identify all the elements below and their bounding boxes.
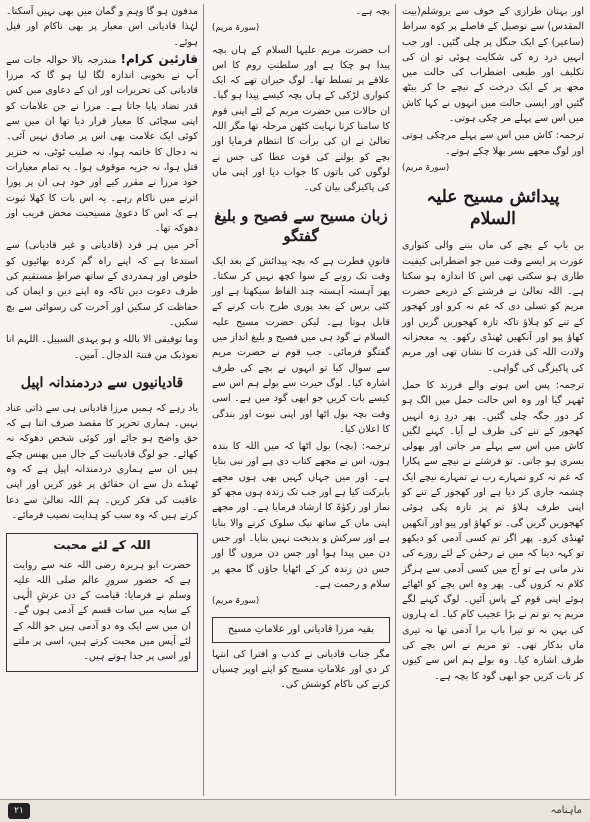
paragraph: وما توفیقی الا باللہ و ہو یہدی السبیل۔ اللہم انا نعوذبک من فتنۃ الدجال۔ آمین۔ (6, 334, 198, 361)
paragraph: مدفون ہو گا وہم و گمان میں بھی نہیں آسکتا۔ لہٰذا قادیانی اس معیار پر بھی ناکام اور فیل ہوئے۔ (6, 6, 198, 48)
paragraph-with-title (6, 52, 198, 237)
paragraph: اور بہتان طرازی کے خوف سے یروشلم(بیت المقدس) سے نوصیل کے فاصلے پر کوہ سراط (ساعیر) کے ایک جنگل پر چلی گئیں۔ اور جب انہیں درد زہ کی شکایت ہوئی تو ان کی تکلیف اور طبعی اضطراب کی حالت میں مجھ پر کے ایک درخت کے نیچے جا کر بیٹھ گئیں اور ایسی حالت میں انہوں نے کہا کاش میں اس سے پہلے مر چکی ہوتی۔ (402, 6, 584, 125)
source-citation: (سورۃ مریم) (402, 162, 450, 173)
paragraph: ترجمہ: کاش میں اس سے پہلے مرچکی ہوتی اور لوگ مجھے بسر بھلا چکے ہوتے۔ (402, 130, 584, 157)
page-footer (0, 799, 590, 822)
page-number: ۲۱ (8, 803, 30, 819)
paragraph: مگر جناب قادیانی نے کذب و افترا کی انتہا کر دی اور علاماتِ مسیح کو اپنے اوپر چسپاں کرنے کی ناکام کوشش کی۔ (212, 648, 390, 691)
paragraph-text: مندرجہ بالا حوالہ جات سے آپ نے بخوبی اندازہ لگا لیا ہو گا کہ مرزا قادیانی کی تحریرات اور ان کے دعاوی میں کس قدر تضاد پایا جاتا ہے۔ مرزا نے جن علامات کو اپنی سچائی کا معیار قرار دیا تھا ان میں سے کوئی ایک علامت بھی اس پر صادق نہیں آئی۔ نہ دجال کا خاتمہ ہوا، نہ صلیب ٹوٹی، نہ خنزیر قتل ہوا، نہ جزیہ موقوف ہوا۔ یہ تمام معیارات خود مرزا نے مقرر کیے اور خود ہی ان پر پورا اترنے میں ناکام رہے۔ یہ اس بات کا کھلا ثبوت ہے کہ اس کا دعویٰ مسیحیت محض فریب اور دھوکہ تھا۔ (6, 54, 198, 235)
section-heading: قادیانیوں سے دردمندانہ اپیل (20, 374, 184, 391)
column-middle (212, 4, 390, 695)
paragraph: ترجمہ: (بچہ) بول اٹھا کہ میں اللہ کا بندہ ہوں، اس نے مجھے کتاب دی ہے اور نبی بنایا ہے۔ اور میں جہاں کہیں بھی ہوں مجھے بابرکت کیا ہے اور جب تک زندہ ہوں مجھ کو نماز اور زکوٰۃ کا ارشاد فرمایا ہے۔ اور مجھے اپنی ماں کے ساتھ نیک سلوک کرنے والا بنایا ہے اور سرکش و بدبخت نہیں بنایا۔ اور جس دن میں پیدا ہوا اور جس دن مروں گا اور جس دن زندہ کر کے اٹھایا جاؤں گا مجھ پر سلام و رحمت ہے۔ (212, 441, 390, 590)
section-heading: زبان مسیح سے فصیح و بلیغ گفتگو (214, 206, 388, 245)
section-heading: پیدائش مسیح علیہ السلام (426, 187, 560, 230)
source-citation: (سورۃ مریم) (212, 23, 260, 34)
paragraph: اب حضرت مریم علیہا السلام کے ہاں بچہ پیدا ہو چکا ہے اور سلطنتِ روم کا اس علاقے پر تسلط تھا۔ لوگ حیران تھے کہ ایک کنواری لڑکی کے ہاں بچہ کیسے پیدا ہو گیا۔ ان حالات میں حضرت مریم کے لئے اپنی قوم کا سامنا کرنا نہایت کٹھن مرحلہ تھا مگر اللہ تعالیٰ نے ان کی برأت کا انتظام فرمایا اور بچے کو بولنے کی قوت عطا کی جس نے لوگوں کی باتوں کا جواب دیا اور اپنی ماں کی پاکیزگی بیان کی۔ (212, 44, 390, 194)
footer-text: ماہنامہ (550, 805, 582, 816)
column-divider (203, 4, 204, 796)
continuation-banner: بقیہ مرزا قادیانی اور علاماتِ مسیح (212, 617, 390, 642)
paragraph: بن باپ کے بچے کی ماں بننے والی کنواری عورت پر ایسے وقت میں جو اضطرابی کیفیت طاری ہو سکتی تھی اس کا اندازہ ہو سکتا ہے۔ اللہ تعالیٰ نے فرشتے کے ذریعے حضرت مریم کو تسلی دی کہ غم نہ کرو اور کھجور کے تنے کو ہلاؤ تاکہ تازہ کھجوریں گریں اور کھاؤ پیو اور آنکھیں ٹھنڈی رکھو۔ یہ معجزانہ ولادت اللہ کی قدرت کا نشان تھی اور مریم کی پاکیزگی کی گواہی۔ (402, 240, 584, 374)
paragraph: ترجمہ: پس اس ہونے والے فرزند کا حمل ٹھہر گیا اور وہ اس حالت حمل میں الگ ہو کر دور جگہ چلی گئیں۔ پھر دردِ زہ انہیں کھجور کے تنے کی طرف لے آیا۔ کہنے لگیں کاش میں اس سے پہلے مر جاتی اور بھولی بسری ہو جاتی۔ تو فرشتے نے نیچے سے پکارا کہ غم نہ کرو تمہارے رب نے تمہارے نیچے ایک چشمہ جاری کر دیا ہے اور کھجور کے تنے کو اپنی طرف ہلاؤ تم پر تازہ پکی ہوئی کھجوریں گریں گی۔ تو کھاؤ اور پیو اور آنکھیں ٹھنڈی کرو۔ پھر اگر تم کسی آدمی کو دیکھو تو کہہ دینا کہ میں نے رحمٰن کے لئے روزے کی نذر مانی ہے تو آج میں کسی آدمی سے ہرگز کلام نہ کروں گی۔ پھر وہ اس بچے کو اٹھائے ہوئے اپنی قوم کے پاس آئیں۔ لوگ کہنے لگے مریم یہ تو تم نے بڑا عجیب کام کیا۔ اے ہارون کی بہن نہ تو تیرا باپ برا آدمی تھا نہ تیری ماں بدکار تھی۔ تو مریم نے اس بچے کی طرف اشارہ کیا۔ وہ بولے ہم اس سے کیوں کر بات کریں جو ابھی گود کا بچہ ہے۔ (402, 379, 584, 682)
paragraph: قانونِ فطرت ہے کہ بچہ پیدائش کے بعد ایک وقت تک رونے کے سوا کچھ نہیں کر سکتا۔ پھر آہستہ آہستہ چند الفاظ سیکھتا ہے اور کئی برس کے بعد پوری طرح بات کرنے کے قابل ہوتا ہے۔ لیکن حضرت مسیح علیہ السلام نے گود ہی میں فصیح و بلیغ انداز میں گفتگو فرمائی۔ جب قوم نے حضرت مریم سے سوال کیا تو انہوں نے بچے کی طرف اشارہ کیا۔ لوگ حیرت سے بولے ہم اس سے کیسے بات کریں جو ابھی گود میں ہے۔ اسی وقت بچہ بول اٹھا اور اپنی نبوت اور بندگی کا اعلان کیا۔ (212, 255, 390, 435)
inline-title: قارئین کرام! (120, 51, 198, 66)
source-citation: (سورۃ مریم) (212, 596, 260, 607)
column-right (402, 4, 584, 686)
paragraph: یاد رہے کہ ہمیں مرزا قادیانی ہی سے ذاتی عناد نہیں۔ ہماری تحریر کا مقصد صرف اتنا ہے کہ حق واضح ہو جائے اور کوئی شخص دھوکہ نہ کھائے۔ جو لوگ قادیانیت کے جال میں پھنس چکے ہیں ان سے ہماری دردمندانہ اپیل ہے کہ وہ ٹھنڈے دل سے ان حقائق پر غور کریں اور اپنی عاقبت کی فکر کریں۔ ہم اللہ تعالیٰ سے دعا کرتے ہیں کہ وہ سب کو ہدایت نصیب فرمائے۔ (6, 402, 198, 521)
paragraph: بچہ ہے۔ (355, 6, 390, 17)
hadith-box (6, 533, 198, 671)
box-title: اللہ کے لئے محبت (53, 538, 151, 553)
paragraph: آخر میں ہر فرد (قادیانی و غیر قادیانی) سے استدعا ہے کہ اپنے راہ گم کردہ بھائیوں کو خلوص اور ہمدردی کے ساتھ صراطِ مستقیم کی طرف دعوت دیں تاکہ وہ اپنے دین و ایمان کی حفاظت کر سکیں اور آخرت کی رسوائی سے بچ سکیں۔ (6, 240, 198, 328)
box-text: حضرت ابو ہریرہ رضی اللہ عنہ سے روایت ہے کہ حضور سرورِ عالم صلی اللہ علیہ وسلم نے فرمایا: قیامت کے دن عرشِ الٰہی کے سایہ میں سات قسم کے آدمی ہوں گے۔ ان میں سے ایک وہ دو آدمی ہیں جو اللہ کے لئے آپس میں محبت کرتے ہیں، اسی پر ملتے اور اسی پر جدا ہوتے ہیں۔ (13, 559, 191, 663)
column-divider (395, 4, 396, 796)
column-left (6, 4, 198, 672)
